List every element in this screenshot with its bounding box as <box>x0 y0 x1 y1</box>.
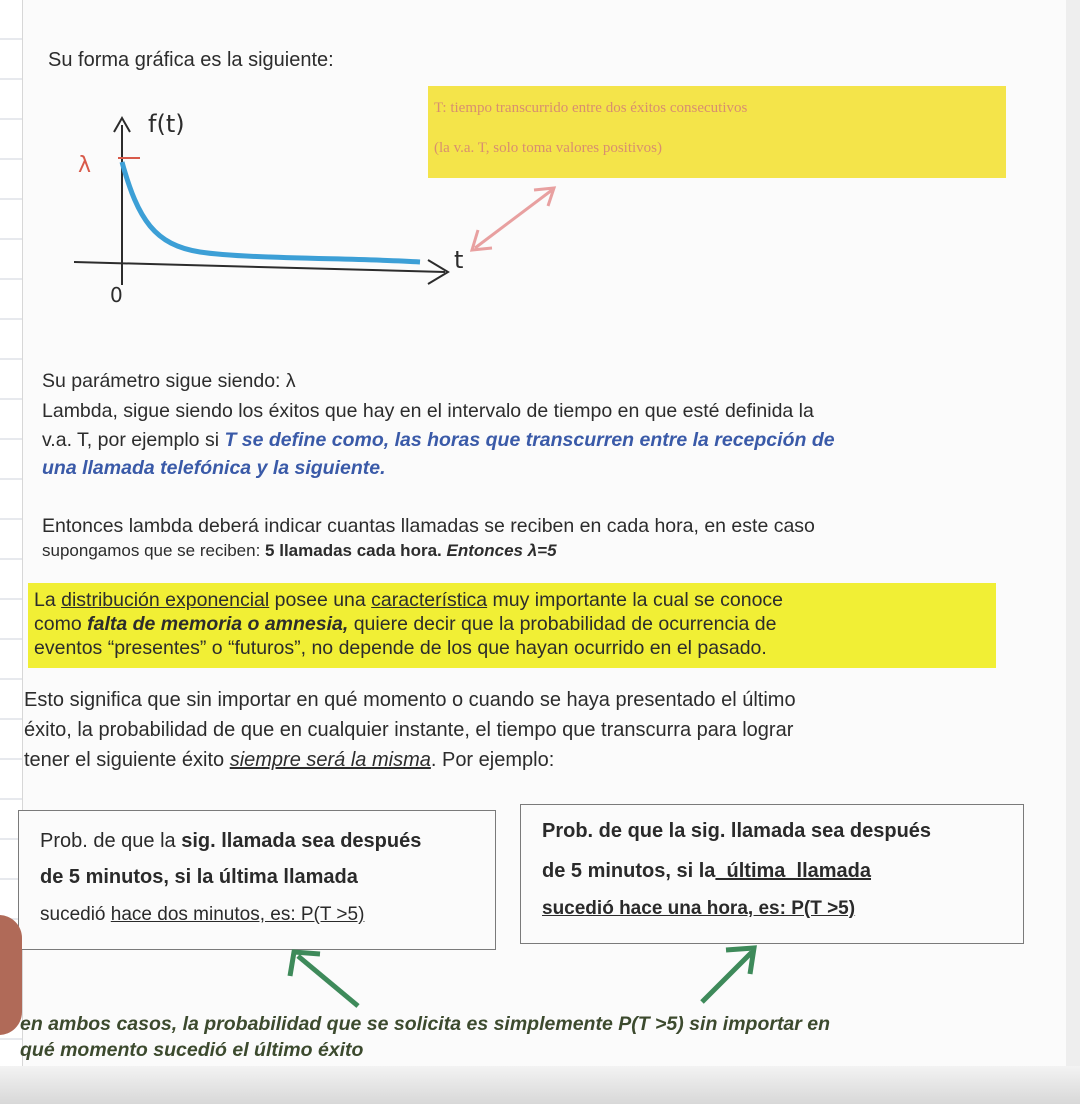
esto-text: tener el siguiente éxito <box>24 749 230 771</box>
green-arrow-left-icon <box>280 944 370 1014</box>
entonces-line-2-bold: 5 llamadas cada hora. <box>265 541 442 560</box>
parameter-label: Su parámetro sigue siendo: λ <box>42 370 296 392</box>
conclusion-line-2: qué momento sucedió el último éxito <box>20 1039 364 1061</box>
esto-line-2: éxito, la probabilidad de que en cualquier instante, el tiempo que transcurra para lograr <box>24 719 794 741</box>
highlight-text: muy importante la cual se conoce <box>487 589 784 611</box>
emphasized-term: falta de memoria o amnesia, <box>87 613 349 635</box>
section-heading: Su forma gráfica es la siguiente: <box>48 49 334 71</box>
underlined-term: característica <box>371 589 488 611</box>
finger-photo-artifact <box>0 915 22 1035</box>
example-text: sucedió <box>40 904 111 925</box>
esto-text: . Por ejemplo: <box>430 749 555 771</box>
example-left-line-3 <box>40 904 364 926</box>
parameter-line-3: una llamada telefónica y la siguiente. <box>42 457 386 479</box>
note-line-2: (la v.a. T, solo toma valores positivos) <box>434 140 663 156</box>
conclusion-line-1: en ambos casos, la probabilidad que se solicita es simplemente P(T >5) sin importar en <box>20 1013 831 1035</box>
example-left-line-2: de 5 minutos, si la última llamada <box>40 866 358 888</box>
parameter-line-2-plain: v.a. T, por ejemplo si <box>42 429 225 451</box>
note-line-1: T: tiempo transcurrido entre dos éxitos consecutivos <box>434 100 748 116</box>
parameter-line-2 <box>42 426 835 454</box>
density-curve <box>122 162 420 262</box>
esto-line-1: Esto significa que sin importar en qué momento o cuando se haya presentado el último <box>24 689 796 711</box>
y-axis-label: f(t) <box>148 110 185 138</box>
underlined-term: siempre será la misma <box>229 749 431 771</box>
highlight-text: quiere decir que la probabilidad de ocurrencia de <box>348 613 777 635</box>
example-bold-text: sig. llamada sea después <box>181 830 422 852</box>
esto-line-3 <box>24 746 554 774</box>
lambda-label: λ <box>78 153 92 178</box>
double-arrow-icon <box>460 180 570 260</box>
underlined-term: última llamada <box>715 860 871 882</box>
exponential-graph <box>60 100 480 310</box>
page-edge <box>1066 0 1080 1104</box>
example-left-line-1 <box>40 830 421 853</box>
page-bottom-shadow <box>0 1066 1080 1104</box>
entonces-line-2 <box>42 537 557 565</box>
origin-label: 0 <box>110 283 123 307</box>
example-right-line-3: sucedió hace una hora, es: P(T >5) <box>542 898 856 919</box>
x-axis-label: t <box>454 246 464 274</box>
entonces-line-2-italic: Entonces λ=5 <box>446 541 557 560</box>
x-axis <box>74 262 445 272</box>
example-text: de 5 minutos, si la <box>542 860 716 882</box>
parameter-line-2-italic: T se define como, las horas que transcurren entre la recepción de <box>224 429 835 451</box>
highlight-line-3: eventos “presentes” o “futuros”, no depende de los que hayan ocurrido en el pasado. <box>34 637 767 659</box>
highlight-text: posee una <box>269 589 372 611</box>
entonces-line-2-plain: supongamos que se reciben: <box>42 541 266 560</box>
green-arrow-right-icon <box>690 938 780 1008</box>
underlined-term: distribución exponencial <box>61 589 270 611</box>
example-right-line-2 <box>542 860 871 883</box>
highlight-text: La <box>34 589 62 611</box>
parameter-line-1: Lambda, sigue siendo los éxitos que hay en el intervalo de tiempo en que esté definida la <box>42 400 814 422</box>
example-right-line-1: Prob. de que la sig. llamada sea después <box>542 820 932 842</box>
example-text: Prob. de que la <box>40 830 182 852</box>
highlight-text: como <box>34 613 88 635</box>
entonces-line-1: Entonces lambda deberá indicar cuantas llamadas se reciben en cada hora, en este caso <box>42 515 815 537</box>
underlined-term: hace dos minutos, es: P(T >5) <box>110 904 365 925</box>
